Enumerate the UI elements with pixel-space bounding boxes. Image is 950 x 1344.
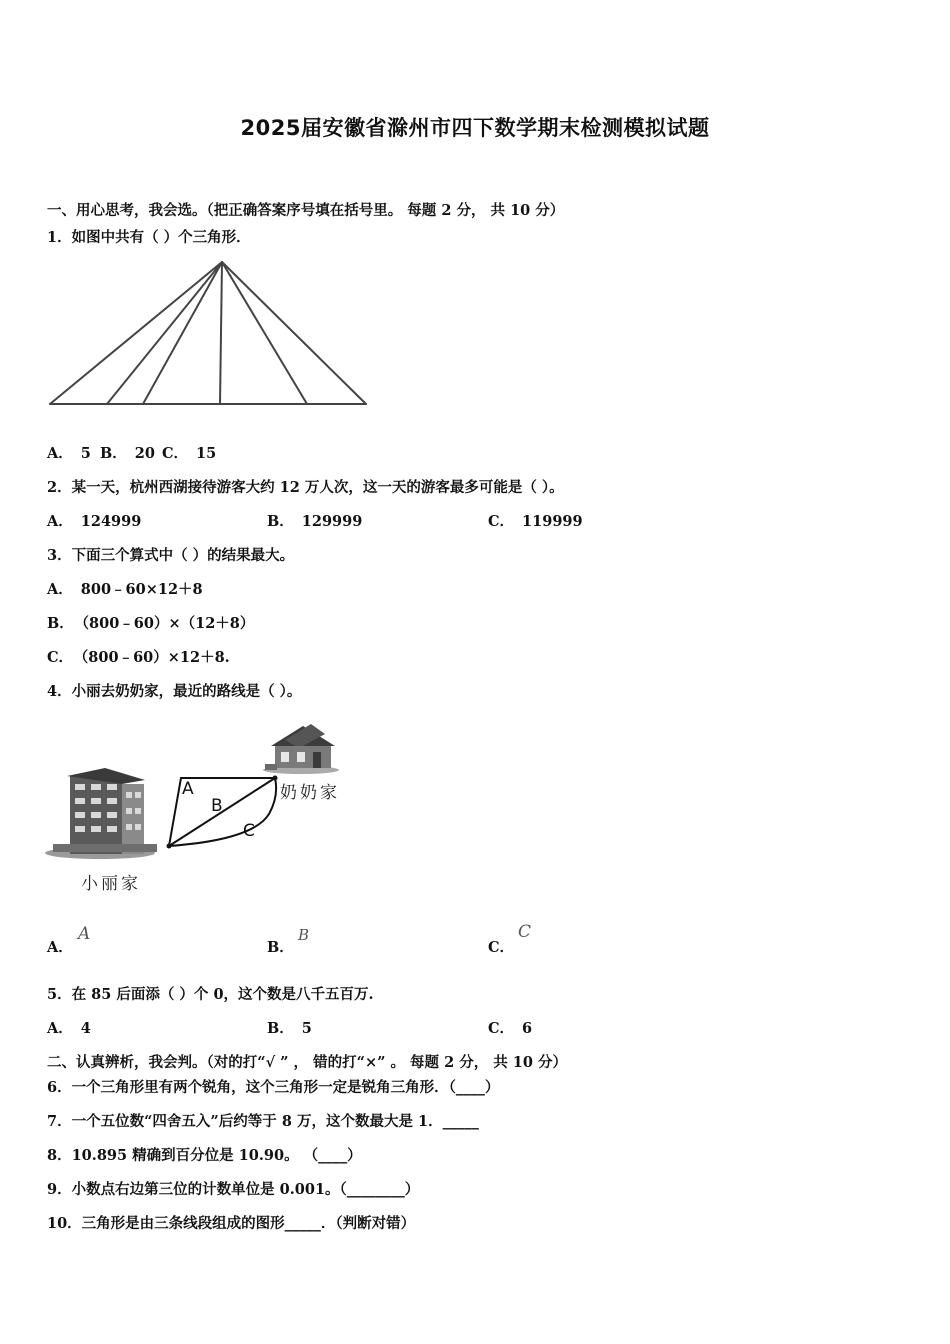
grandma-home-label: 奶奶家 xyxy=(280,783,340,803)
option-value: 800﹣60×12＋8 xyxy=(80,581,203,598)
route-b-label: B xyxy=(211,796,223,816)
grandma-house-icon xyxy=(263,724,339,774)
option-label: B． xyxy=(267,1020,294,1037)
q4-option-c-value: C xyxy=(518,922,532,942)
q5-option-b[interactable] xyxy=(267,1019,312,1039)
question-4: 4．小丽去奶奶家，最近的路线是（ ）。 xyxy=(47,683,302,700)
q5-option-c[interactable] xyxy=(488,1019,532,1039)
triangle-figure xyxy=(45,258,375,418)
triangle-edge-line xyxy=(50,262,222,404)
q4-option-c[interactable] xyxy=(488,938,522,958)
option-value: 119999 xyxy=(522,513,583,530)
question-10: 10．三角形是由三条线段组成的图形_____．（判断对错） xyxy=(47,1215,416,1232)
option-value: 4 xyxy=(80,1020,91,1037)
question-3: 3．下面三个算式中（ ）的结果最大。 xyxy=(47,547,295,564)
q4-option-a-value: A xyxy=(78,924,91,944)
q3-option-b[interactable] xyxy=(47,614,254,634)
option-label: C． xyxy=(162,445,189,462)
triangle-inner-line xyxy=(143,262,222,404)
q5-option-a[interactable] xyxy=(47,1019,91,1039)
triangle-inner-line xyxy=(107,262,222,404)
q4-option-b-value: B xyxy=(298,926,310,944)
option-label: C． xyxy=(488,939,515,956)
q3-option-a[interactable] xyxy=(47,580,203,600)
option-label: A． xyxy=(47,1020,73,1037)
option-label: A． xyxy=(47,581,73,598)
option-value: 15 xyxy=(196,445,217,462)
option-label: B． xyxy=(47,615,74,632)
q1-option-a[interactable] xyxy=(47,444,91,464)
option-value: （800﹣60）×（12＋8） xyxy=(81,615,255,632)
option-label: A． xyxy=(47,513,73,530)
route-a-label: A xyxy=(182,779,194,799)
q2-option-a[interactable] xyxy=(47,512,141,532)
page-title: 2025届安徽省滁州市四下数学期末检测模拟试题 xyxy=(240,116,710,140)
question-9: 9．小数点右边第三位的计数单位是 0.001。（________） xyxy=(47,1181,420,1198)
question-2: 2．某一天，杭州西湖接待游客大约 12 万人次，这一天的游客最多可能是（ ）。 xyxy=(47,479,564,496)
xiaoli-home-label: 小丽家 xyxy=(81,874,141,894)
section1-heading: 一、用心思考，我会选。（把正确答案序号填在括号里。 每题 2 分， 共 10 分） xyxy=(47,202,565,219)
section2-heading: 二、认真辨析，我会判。（对的打“√ ” ， 错的打“×” 。 每题 2 分， 共 10 分） xyxy=(47,1054,568,1071)
question-1: 1．如图中共有（ ）个三角形． xyxy=(47,229,251,246)
option-value: 129999 xyxy=(301,513,363,530)
option-value: 5 xyxy=(80,445,91,462)
option-label: C． xyxy=(47,649,74,666)
q1-option-b[interactable] xyxy=(100,444,155,464)
option-label: B． xyxy=(267,513,294,530)
question-8: 8．10.895 精确到百分位是 10.90。 （____） xyxy=(47,1147,362,1164)
q2-option-c[interactable] xyxy=(488,512,583,532)
option-label: B． xyxy=(267,939,294,956)
q2-option-b[interactable] xyxy=(267,512,362,532)
option-value: （800﹣60）×12＋8. xyxy=(81,649,230,666)
option-label: A． xyxy=(47,939,73,956)
end-point xyxy=(273,776,278,781)
route-map-figure xyxy=(45,718,365,898)
option-value: 6 xyxy=(522,1020,533,1037)
triangle-inner-line xyxy=(220,262,222,404)
option-value: 20 xyxy=(134,445,155,462)
start-point xyxy=(167,844,172,849)
option-value: 5 xyxy=(301,1020,312,1037)
route-c-label: C xyxy=(243,821,255,841)
question-5: 5．在 85 后面添（ ）个 0，这个数是八千五百万. xyxy=(47,986,374,1003)
option-label: C． xyxy=(488,513,515,530)
q3-option-c[interactable] xyxy=(47,648,230,668)
question-6: 6．一个三角形里有两个锐角，这个三角形一定是锐角三角形．（____） xyxy=(47,1079,500,1096)
q4-option-b[interactable] xyxy=(267,938,302,958)
apartment-building-icon xyxy=(45,768,157,859)
option-value: 124999 xyxy=(80,513,142,530)
q4-option-a[interactable] xyxy=(47,938,81,958)
question-7: 7．一个五位数“四舍五入”后约等于 8 万，这个数最大是 1．_____ xyxy=(47,1113,479,1130)
option-label: A． xyxy=(47,445,73,462)
option-label: C． xyxy=(488,1020,515,1037)
option-label: B． xyxy=(100,445,127,462)
q1-option-c[interactable] xyxy=(162,444,216,464)
